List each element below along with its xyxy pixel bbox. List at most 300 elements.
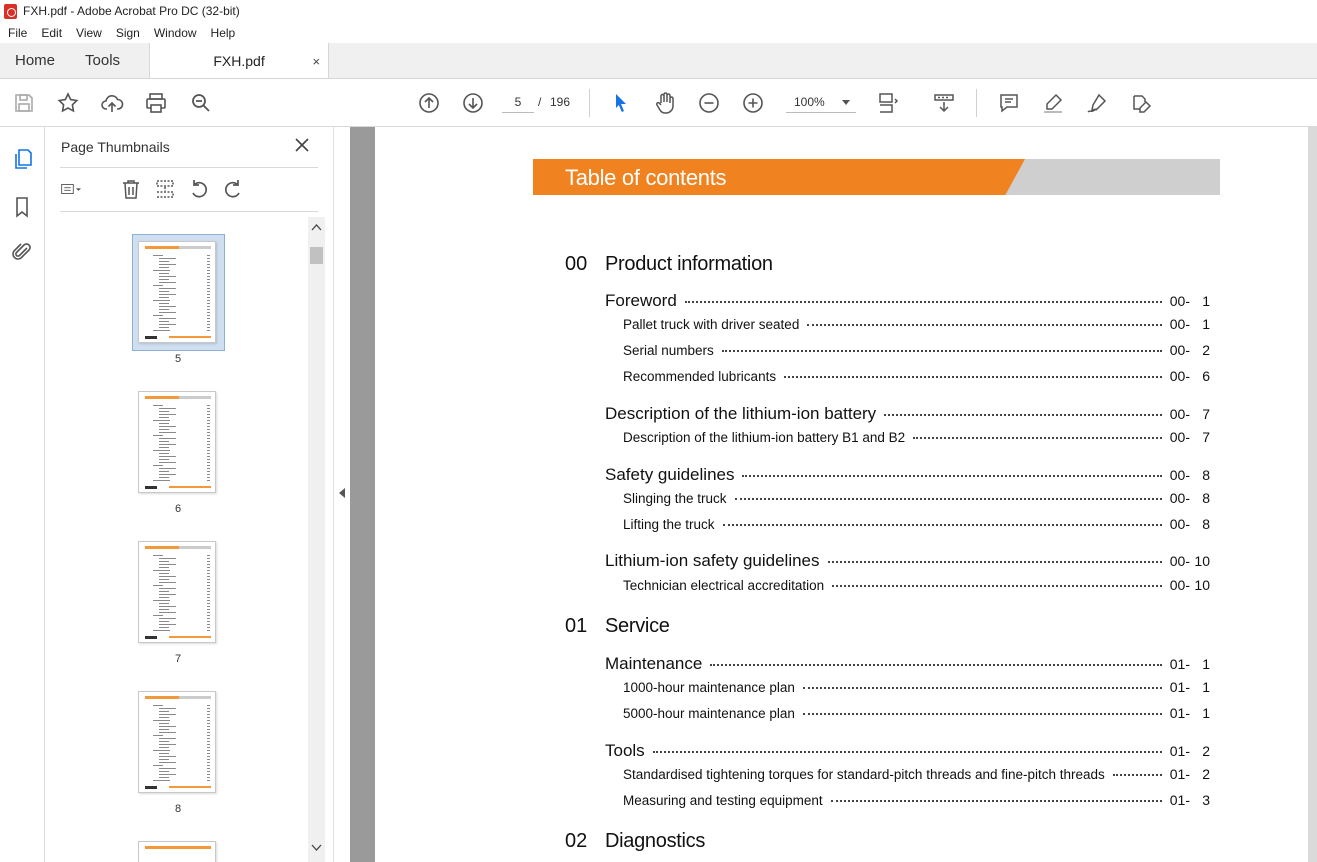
scroll-down-icon[interactable] xyxy=(308,839,325,856)
thumbnail-text-line xyxy=(159,624,176,625)
thumbnail-page-ref xyxy=(207,459,210,460)
thumbnail-page-ref xyxy=(207,567,210,568)
thumbnail-text-line xyxy=(153,330,170,331)
toc-entry-text: Pallet truck with driver seated xyxy=(623,316,800,332)
thumbnail-text-line xyxy=(159,432,176,433)
thumbnail-page-ref xyxy=(207,714,210,715)
toc-entry-text: Serial numbers xyxy=(623,342,714,358)
thumbnail-page-ref xyxy=(207,582,210,583)
toc-page-number: 1 xyxy=(1202,678,1210,695)
thumbnail-page-ref xyxy=(207,294,210,295)
zoom-out-icon[interactable] xyxy=(697,91,721,115)
toc-section-title[interactable]: Product information xyxy=(605,253,773,275)
menu-file[interactable]: File xyxy=(8,25,28,40)
thumbnail-page-ref xyxy=(207,480,210,481)
toc-dots xyxy=(831,800,1162,802)
thumbnail-page-ref xyxy=(207,732,210,733)
toc-dots xyxy=(803,713,1162,715)
toc-dot-leader xyxy=(913,428,1162,442)
thumbnail-text-line xyxy=(153,255,163,256)
toc-page-number: 7 xyxy=(1202,428,1210,445)
thumbnail-page-ref xyxy=(207,591,210,592)
scroll-mode-icon[interactable] xyxy=(932,91,956,115)
toc-dot-leader xyxy=(710,652,1161,669)
document-scrollbar[interactable] xyxy=(1308,127,1317,862)
thumbnail-text-line xyxy=(159,756,176,757)
thumbnail-page-ref xyxy=(207,270,210,271)
scroll-up-icon[interactable] xyxy=(308,219,325,236)
toc-chapter: 00- xyxy=(1169,576,1190,593)
pdf-page xyxy=(375,127,1308,862)
toc-page-number: 3 xyxy=(1202,791,1210,808)
thumbnail-header-grey xyxy=(179,546,211,549)
thumbnail-text-line xyxy=(159,606,176,607)
thumbnail-page-ref xyxy=(207,429,210,430)
thumbnail-text-line xyxy=(159,444,176,445)
toc-section-title[interactable]: Service xyxy=(605,615,670,637)
toc-entry[interactable] xyxy=(623,704,1210,721)
thumbnail-page-label: 8 xyxy=(174,803,182,815)
thumbnail-text-line xyxy=(153,465,163,466)
toc-entry-text: 1000-hour maintenance plan xyxy=(623,679,795,695)
scrollbar-thumb[interactable] xyxy=(310,247,323,264)
document-viewer xyxy=(350,127,1317,862)
thumbnail-page-ref xyxy=(207,444,210,445)
thumbnail-text-line xyxy=(153,750,170,751)
collapse-left-arrow-icon[interactable] xyxy=(339,488,345,498)
thumbnail-page-ref xyxy=(207,465,210,466)
thumbnail-text-line xyxy=(159,597,169,598)
thumbnail-scrollbar[interactable] xyxy=(308,217,325,862)
thumbnail-page-ref xyxy=(207,744,210,745)
thumbnail-page-ref xyxy=(207,300,210,301)
thumbnail-page-ref xyxy=(207,297,210,298)
thumbnail-page-ref xyxy=(207,762,210,763)
toc-chapter: 01- xyxy=(1169,791,1190,808)
thumbnail-page-ref xyxy=(207,750,210,751)
toc-entry[interactable] xyxy=(605,289,1210,311)
thumbnail-text-line xyxy=(159,408,176,409)
toc-entry[interactable] xyxy=(623,367,1210,384)
thumbnail-text-line xyxy=(159,477,169,478)
toc-entry[interactable] xyxy=(623,678,1210,695)
toc-entry[interactable] xyxy=(623,765,1210,782)
menu-sign[interactable]: Sign xyxy=(115,25,140,40)
thumbnail-header-grey xyxy=(179,696,211,699)
zoom-level-select[interactable] xyxy=(786,91,856,113)
tab-bar xyxy=(0,43,1317,79)
toc-entry[interactable] xyxy=(605,463,1210,485)
page-thumbnails-icon[interactable] xyxy=(10,147,34,171)
thumbnail-page-ref xyxy=(207,288,210,289)
thumbnail-text-line xyxy=(159,429,169,430)
thumbnail-page-ref xyxy=(207,576,210,577)
thumbnail-page-ref xyxy=(207,759,210,760)
thumbnail-text-line xyxy=(159,588,176,589)
next-page-icon[interactable] xyxy=(461,91,485,115)
toc-entry[interactable] xyxy=(623,315,1210,332)
thumbnail-page-ref xyxy=(207,255,210,256)
thumbnail-text-line xyxy=(153,615,163,616)
thumbnail-page-ref xyxy=(207,780,210,781)
toc-entry[interactable] xyxy=(605,739,1210,761)
thumbnail-page-ref xyxy=(207,423,210,424)
thumbnail-text-line xyxy=(159,714,176,715)
thumbnail-text-line xyxy=(159,447,169,448)
toc-dots xyxy=(803,687,1162,689)
toc-page-number: 10 xyxy=(1194,576,1210,593)
thumbnail-page-ref xyxy=(207,327,210,328)
acrobat-pdf-icon xyxy=(4,4,17,19)
thumbnail-text-line xyxy=(159,621,169,622)
toc-section-number: 01 xyxy=(565,615,588,637)
panel-divider xyxy=(60,211,318,212)
thumbnail-text-line xyxy=(159,423,169,424)
toc-dots xyxy=(832,585,1162,587)
thumbnail-text-line xyxy=(153,780,170,781)
toc-dot-leader xyxy=(803,704,1162,718)
thumbnail-page-ref xyxy=(207,624,210,625)
toc-dot-leader xyxy=(1113,765,1162,779)
thumbnail-footer-mark xyxy=(169,636,211,638)
toc-dots xyxy=(742,475,1161,477)
thumbnail-page-ref xyxy=(207,606,210,607)
page-number-input[interactable]: 5 xyxy=(502,91,534,113)
thumbnail-text-line xyxy=(159,726,176,727)
thumbnail-page-ref xyxy=(207,630,210,631)
tab-document-label: FXH.pdf xyxy=(213,52,265,69)
thumbnail-page-ref xyxy=(207,570,210,571)
main-toolbar xyxy=(0,79,1317,127)
thumbnail-text-line xyxy=(159,318,176,319)
toc-entry[interactable] xyxy=(605,652,1210,674)
thumbnail-options-icon[interactable] xyxy=(61,178,95,200)
thumbnail-text-line xyxy=(159,738,176,739)
thumbnail-header-grey xyxy=(179,396,211,399)
thumbnail-text-line xyxy=(159,438,176,439)
thumbnail-page-ref xyxy=(207,735,210,736)
previous-page-icon[interactable] xyxy=(417,91,441,115)
thumbnail-text-line xyxy=(153,600,170,601)
thumbnail-page-ref xyxy=(207,411,210,412)
thumbnail-page-ref xyxy=(207,261,210,262)
cloud-upload-icon[interactable] xyxy=(100,91,124,115)
close-panel-icon[interactable] xyxy=(294,137,310,153)
thumbnail-text-line xyxy=(159,747,169,748)
star-bookmark-icon[interactable] xyxy=(56,91,80,115)
thumbnail-text-line xyxy=(153,405,163,406)
thumbnail-page-ref xyxy=(207,729,210,730)
bookmark-icon[interactable] xyxy=(10,195,34,219)
thumbnail-page-ref xyxy=(207,258,210,259)
thumbnail-footer-logo xyxy=(145,786,157,789)
page-thumbnail[interactable] xyxy=(138,841,216,862)
print-icon[interactable] xyxy=(144,91,168,115)
toc-page-number: 2 xyxy=(1202,341,1210,358)
thumbnail-text-line xyxy=(159,426,176,427)
thumbnail-page-ref xyxy=(207,573,210,574)
toc-chapter: 00- xyxy=(1169,367,1190,384)
toc-dots xyxy=(685,301,1162,303)
tab-document[interactable] xyxy=(149,43,329,78)
thumbnail-page-ref xyxy=(207,756,210,757)
toc-entry[interactable] xyxy=(605,402,1210,424)
thumbnail-text-line xyxy=(159,288,176,289)
toc-page-number: 8 xyxy=(1202,467,1210,483)
toc-chapter: 00- xyxy=(1169,515,1190,532)
thumbnail-page-ref xyxy=(207,420,210,421)
thumbnail-page-ref xyxy=(207,315,210,316)
panel-title: Page Thumbnails xyxy=(61,139,170,155)
thumbnail-text-line xyxy=(159,774,176,775)
thumbnail-page-ref xyxy=(207,621,210,622)
thumbnail-page-ref xyxy=(207,741,210,742)
toc-page-number: 10 xyxy=(1194,553,1210,569)
thumbnail-text-line xyxy=(159,717,169,718)
toc-chapter: 01- xyxy=(1169,704,1190,721)
thumbnail-text-line xyxy=(159,594,176,595)
page-fit-icon[interactable] xyxy=(876,91,900,115)
toc-section-title[interactable]: Diagnostics xyxy=(605,830,706,852)
panel-divider xyxy=(60,167,318,168)
page-thumbnail[interactable] xyxy=(138,391,216,493)
menu-window[interactable]: Window xyxy=(153,25,197,40)
thumbnail-page-ref xyxy=(207,603,210,604)
thumbnail-text-line xyxy=(159,564,176,565)
page-thumbnail[interactable] xyxy=(138,541,216,643)
toc-page-number: 1 xyxy=(1202,315,1210,332)
page-thumbnail[interactable] xyxy=(138,691,216,793)
toc-page-number: 1 xyxy=(1202,293,1210,309)
thumbnail-text-line xyxy=(159,561,169,562)
thumbnail-header-grey xyxy=(179,246,211,249)
thumbnail-text-line xyxy=(159,321,169,322)
thumbnail-page-ref xyxy=(207,579,210,580)
page-thumbnails-panel xyxy=(45,127,333,862)
toc-entry-text: Description of the lithium-ion battery xyxy=(605,404,877,423)
toc-section-number: 02 xyxy=(565,830,588,852)
toc-entry-text: Technician electrical accreditation xyxy=(623,577,825,593)
menu-view[interactable]: View xyxy=(76,25,102,40)
toc-chapter: 00- xyxy=(1169,489,1190,506)
toc-dot-leader xyxy=(735,489,1162,503)
toc-dots xyxy=(807,324,1161,326)
menu-edit[interactable]: Edit xyxy=(41,25,63,40)
thumbnail-text-line xyxy=(153,765,163,766)
delete-trash-icon[interactable] xyxy=(120,178,142,200)
toc-dots xyxy=(913,437,1162,439)
thumbnail-text-line xyxy=(159,744,176,745)
toc-entry-text: 5000-hour maintenance plan xyxy=(623,705,795,721)
select-cursor-icon[interactable] xyxy=(609,91,633,115)
toc-dot-leader xyxy=(803,678,1162,692)
thumbnail-page-ref xyxy=(207,720,210,721)
thumbnail-text-line xyxy=(159,471,169,472)
thumbnail-page-ref xyxy=(207,408,210,409)
thumbnail-text-line xyxy=(159,282,176,283)
thumbnail-page-ref xyxy=(207,618,210,619)
toc-dot-leader xyxy=(722,341,1162,355)
toc-dot-leader xyxy=(832,576,1162,590)
thumbnail-text-line xyxy=(159,729,169,730)
thumbnail-footer-logo xyxy=(145,636,157,639)
thumbnail-page-ref xyxy=(207,441,210,442)
attachment-paperclip-icon[interactable] xyxy=(10,240,34,264)
menu-bar xyxy=(0,22,1317,43)
toc-dot-leader xyxy=(742,463,1161,480)
thumbnail-list xyxy=(45,217,305,862)
thumbnail-page-ref xyxy=(207,585,210,586)
thumbnail-text-line xyxy=(159,609,169,610)
thumbnail-page-ref xyxy=(207,276,210,277)
sign-icon[interactable] xyxy=(1085,91,1109,115)
thumbnail-page-ref xyxy=(207,285,210,286)
thumbnail-page-ref xyxy=(207,324,210,325)
thumbnail-page-ref xyxy=(207,306,210,307)
thumbnail-text-line xyxy=(159,723,169,724)
thumbnail-page-ref xyxy=(207,330,210,331)
thumbnail-page-ref xyxy=(207,264,210,265)
thumbnail-text-line xyxy=(159,576,176,577)
thumbnail-footer-mark xyxy=(169,486,211,488)
thumbnail-page-ref xyxy=(207,555,210,556)
toc-page-number: 6 xyxy=(1202,367,1210,384)
toc-dot-leader xyxy=(685,289,1162,306)
toc-page-number: 1 xyxy=(1202,656,1210,672)
thumbnail-page-ref xyxy=(207,600,210,601)
toc-dots xyxy=(723,524,1162,526)
thumbnail-text-line xyxy=(153,705,163,706)
find-zoom-icon[interactable] xyxy=(189,91,213,115)
toc-chapter: 00- xyxy=(1169,428,1190,445)
thumbnail-text-line xyxy=(159,732,176,733)
toc-dot-leader xyxy=(784,367,1162,381)
toc-dots xyxy=(784,376,1162,378)
toc-entry-text: Standardised tightening torques for standard-pitch threads and fine-pitch threads xyxy=(623,766,1105,782)
toc-entry-text: Lifting the truck xyxy=(623,516,715,532)
thumbnail-text-line xyxy=(159,303,169,304)
thumbnail-text-line xyxy=(153,720,170,721)
toc-page-number: 2 xyxy=(1202,765,1210,782)
zoom-in-icon[interactable] xyxy=(741,91,765,115)
rotate-clockwise-icon[interactable] xyxy=(222,178,244,200)
thumbnail-page-ref xyxy=(207,774,210,775)
thumbnail-page-ref xyxy=(207,438,210,439)
thumbnail-text-line xyxy=(159,591,169,592)
toc-chapter: 00- xyxy=(1169,341,1190,358)
thumbnail-text-line xyxy=(159,456,176,457)
thumbnail-text-line xyxy=(159,579,169,580)
thumbnail-text-line xyxy=(153,585,163,586)
toc-entry-text: Description of the lithium-ion battery B1 and B2 xyxy=(623,429,906,445)
collapse-panel-strip[interactable] xyxy=(333,127,350,862)
thumbnail-page-ref xyxy=(207,450,210,451)
highlight-pen-icon[interactable] xyxy=(1041,91,1065,115)
toc-entry[interactable] xyxy=(623,428,1210,445)
save-icon[interactable] xyxy=(12,91,36,115)
thumbnail-text-line xyxy=(159,306,176,307)
thumbnail-text-line xyxy=(153,735,163,736)
hand-pan-icon[interactable] xyxy=(653,91,677,115)
rotate-counterclockwise-icon[interactable] xyxy=(188,178,210,200)
zoom-level-value: 100% xyxy=(794,95,825,109)
thumbnail-page-ref xyxy=(207,723,210,724)
edit-pdf-icon[interactable] xyxy=(1129,91,1153,115)
thumbnail-page-ref xyxy=(207,432,210,433)
thumbnail-page-ref xyxy=(207,279,210,280)
toc-dot-leader xyxy=(807,315,1161,329)
thumbnail-text-line xyxy=(159,708,176,709)
thumbnail-page-ref xyxy=(207,474,210,475)
thumbnail-page-ref xyxy=(207,405,210,406)
tab-home[interactable]: Home xyxy=(15,52,56,69)
thumbnail-text-line xyxy=(153,450,170,451)
toc-dot-leader xyxy=(831,791,1162,805)
thumbnail-text-line xyxy=(159,441,169,442)
thumbnail-text-line xyxy=(159,612,176,613)
toc-section-number: 00 xyxy=(565,253,588,275)
thumbnail-page-ref xyxy=(207,453,210,454)
tab-tools[interactable]: Tools xyxy=(85,52,121,69)
thumbnail-page-ref xyxy=(207,588,210,589)
toc-entry[interactable] xyxy=(623,791,1210,808)
toc-entry[interactable] xyxy=(623,515,1210,532)
extract-pages-icon[interactable] xyxy=(154,178,176,200)
toc-chapter: 01- xyxy=(1169,656,1190,672)
close-tab-icon[interactable]: × xyxy=(312,54,321,69)
toc-page-number: 7 xyxy=(1202,406,1210,422)
thumbnail-text-line xyxy=(159,276,176,277)
toc-entry[interactable] xyxy=(623,576,1210,593)
thumbnail-text-line xyxy=(159,603,169,604)
thumbnail-footer-mark xyxy=(169,336,211,338)
thumbnail-page-ref xyxy=(207,303,210,304)
toc-dots xyxy=(722,350,1162,352)
thumbnail-page-ref xyxy=(207,267,210,268)
thumbnail-text-line xyxy=(153,570,170,571)
thumbnail-text-line xyxy=(159,414,176,415)
thumbnail-text-line xyxy=(153,300,170,301)
thumbnail-page-ref xyxy=(207,768,210,769)
thumbnail-text-line xyxy=(159,312,176,313)
thumbnail-text-line xyxy=(153,630,170,631)
menu-help[interactable]: Help xyxy=(210,25,236,40)
comment-icon[interactable] xyxy=(997,91,1021,115)
thumbnail-page-ref xyxy=(207,612,210,613)
thumbnail-page-ref xyxy=(207,615,210,616)
thumbnail-page-ref xyxy=(207,594,210,595)
thumbnail-text-line xyxy=(159,753,169,754)
toc-dot-leader xyxy=(828,549,1162,566)
thumbnail-text-line xyxy=(153,555,163,556)
thumbnail-page-ref xyxy=(207,414,210,415)
thumbnail-page-ref xyxy=(207,561,210,562)
thumbnail-page-ref xyxy=(207,627,210,628)
thumbnail-page-ref xyxy=(207,291,210,292)
thumbnail-footer-logo xyxy=(145,336,157,339)
thumbnail-text-line xyxy=(159,324,176,325)
thumbnail-text-line xyxy=(159,771,169,772)
thumbnail-text-line xyxy=(159,759,169,760)
toc-chapter: 00- xyxy=(1169,467,1190,483)
toc-page-number: 2 xyxy=(1202,743,1210,759)
page-thumbnail[interactable] xyxy=(138,241,216,343)
thumbnail-text-line xyxy=(159,327,169,328)
toc-entry[interactable] xyxy=(605,549,1210,571)
toc-dots xyxy=(710,664,1161,666)
toc-entry[interactable] xyxy=(623,341,1210,358)
toc-entry[interactable] xyxy=(623,489,1210,506)
